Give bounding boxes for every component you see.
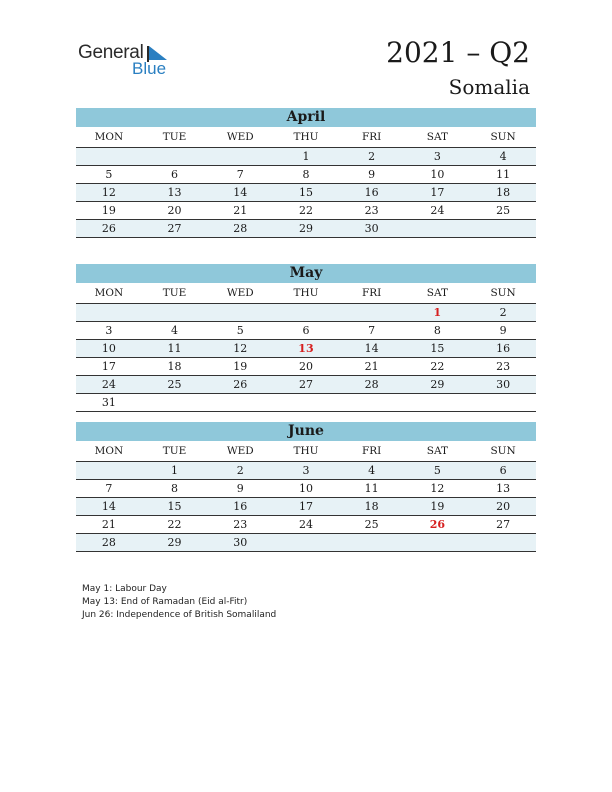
- day-cell: 12: [405, 480, 471, 498]
- day-cell: 1: [273, 148, 339, 166]
- day-cell: [470, 394, 536, 412]
- day-cell: [339, 534, 405, 552]
- day-cell: 7: [76, 480, 142, 498]
- day-cell: [76, 304, 142, 322]
- day-cell: 22: [142, 516, 208, 534]
- weekday-header: SUN: [470, 441, 536, 462]
- day-cell: 15: [142, 498, 208, 516]
- day-cell: 4: [142, 322, 208, 340]
- day-cell: 9: [470, 322, 536, 340]
- day-cell: 30: [470, 376, 536, 394]
- day-cell: 16: [207, 498, 273, 516]
- day-cell: 20: [273, 358, 339, 376]
- day-cell: [142, 304, 208, 322]
- day-cell: 2: [207, 462, 273, 480]
- day-cell: [273, 304, 339, 322]
- day-cell: 26: [405, 516, 471, 534]
- day-cell: 12: [207, 340, 273, 358]
- day-cell: 12: [76, 184, 142, 202]
- day-cell: [405, 534, 471, 552]
- day-cell: 6: [273, 322, 339, 340]
- day-cell: [470, 534, 536, 552]
- weekday-header: TUE: [142, 441, 208, 462]
- day-cell: 9: [339, 166, 405, 184]
- day-cell: 18: [470, 184, 536, 202]
- day-cell: 29: [273, 220, 339, 238]
- week-row: [76, 534, 536, 552]
- day-cell: [207, 148, 273, 166]
- month-may: [76, 264, 536, 412]
- day-cell: 30: [339, 220, 405, 238]
- day-cell: 18: [142, 358, 208, 376]
- day-cell: 16: [339, 184, 405, 202]
- day-cell: 30: [207, 534, 273, 552]
- day-cell: 21: [76, 516, 142, 534]
- day-cell: [142, 394, 208, 412]
- month-title: June: [76, 422, 536, 441]
- week-row: [76, 516, 536, 534]
- day-cell: 5: [207, 322, 273, 340]
- day-cell: 16: [470, 340, 536, 358]
- day-cell: 4: [339, 462, 405, 480]
- calendar-grid: [76, 127, 536, 238]
- week-row: [76, 480, 536, 498]
- weekday-header: MON: [76, 127, 142, 148]
- weekday-header: FRI: [339, 441, 405, 462]
- day-cell: 2: [339, 148, 405, 166]
- day-cell: 13: [142, 184, 208, 202]
- day-cell: 27: [142, 220, 208, 238]
- holiday-note: Jun 26: Independence of British Somaliland: [82, 610, 277, 620]
- day-cell: [405, 394, 471, 412]
- day-cell: 14: [76, 498, 142, 516]
- day-cell: 24: [405, 202, 471, 220]
- logo-blue-text: Blue: [132, 59, 167, 78]
- day-cell: 5: [405, 462, 471, 480]
- week-row: [76, 376, 536, 394]
- day-cell: 17: [405, 184, 471, 202]
- day-cell: 14: [207, 184, 273, 202]
- day-cell: [207, 394, 273, 412]
- page-title: 2021 – Q2: [386, 36, 530, 69]
- week-row: [76, 304, 536, 322]
- generalblue-logo: [78, 40, 188, 80]
- weekday-header: TUE: [142, 127, 208, 148]
- day-cell: 1: [405, 304, 471, 322]
- day-cell: 3: [405, 148, 471, 166]
- day-cell: 28: [339, 376, 405, 394]
- country-name: Somalia: [448, 75, 530, 99]
- day-cell: 28: [76, 534, 142, 552]
- day-cell: 13: [273, 340, 339, 358]
- day-cell: 4: [470, 148, 536, 166]
- week-row: [76, 462, 536, 480]
- weekday-header: MON: [76, 441, 142, 462]
- weekday-header: TUE: [142, 283, 208, 304]
- month-april: [76, 108, 536, 238]
- month-june: [76, 422, 536, 552]
- week-row: [76, 202, 536, 220]
- day-cell: [339, 394, 405, 412]
- week-row: [76, 148, 536, 166]
- day-cell: 14: [339, 340, 405, 358]
- week-row: [76, 322, 536, 340]
- day-cell: 25: [470, 202, 536, 220]
- day-cell: 17: [76, 358, 142, 376]
- day-cell: 19: [405, 498, 471, 516]
- day-cell: 24: [76, 376, 142, 394]
- day-cell: 31: [76, 394, 142, 412]
- week-row: [76, 220, 536, 238]
- day-cell: 6: [142, 166, 208, 184]
- weekday-header: WED: [207, 441, 273, 462]
- weekday-header: SAT: [405, 283, 471, 304]
- week-row: [76, 498, 536, 516]
- day-cell: 3: [76, 322, 142, 340]
- holiday-note: May 13: End of Ramadan (Eid al-Fitr): [82, 597, 248, 607]
- day-cell: 7: [339, 322, 405, 340]
- day-cell: 11: [470, 166, 536, 184]
- day-cell: 22: [405, 358, 471, 376]
- day-cell: 13: [470, 480, 536, 498]
- weekday-header: SAT: [405, 441, 471, 462]
- weekday-header: SAT: [405, 127, 471, 148]
- weekday-header: THU: [273, 441, 339, 462]
- day-cell: [207, 304, 273, 322]
- day-cell: [470, 220, 536, 238]
- day-cell: 8: [273, 166, 339, 184]
- day-cell: 10: [405, 166, 471, 184]
- weekday-header: THU: [273, 127, 339, 148]
- day-cell: 19: [76, 202, 142, 220]
- calendar-grid: [76, 283, 536, 412]
- day-cell: 19: [207, 358, 273, 376]
- day-cell: 11: [142, 340, 208, 358]
- day-cell: [339, 304, 405, 322]
- day-cell: 20: [470, 498, 536, 516]
- day-cell: 17: [273, 498, 339, 516]
- day-cell: 23: [470, 358, 536, 376]
- day-cell: 10: [76, 340, 142, 358]
- weekday-header: SUN: [470, 283, 536, 304]
- day-cell: [273, 394, 339, 412]
- weekday-header: MON: [76, 283, 142, 304]
- weekday-header: WED: [207, 283, 273, 304]
- logo-general-text: General: [78, 42, 144, 63]
- day-cell: 21: [207, 202, 273, 220]
- day-cell: 25: [142, 376, 208, 394]
- day-cell: 26: [207, 376, 273, 394]
- day-cell: 27: [273, 376, 339, 394]
- day-cell: 15: [273, 184, 339, 202]
- day-cell: 22: [273, 202, 339, 220]
- day-cell: 8: [405, 322, 471, 340]
- week-row: [76, 394, 536, 412]
- day-cell: 1: [142, 462, 208, 480]
- day-cell: 24: [273, 516, 339, 534]
- day-cell: 26: [76, 220, 142, 238]
- day-cell: 29: [405, 376, 471, 394]
- day-cell: 29: [142, 534, 208, 552]
- week-row: [76, 184, 536, 202]
- weekday-header: FRI: [339, 283, 405, 304]
- day-cell: 20: [142, 202, 208, 220]
- day-cell: [76, 462, 142, 480]
- holiday-note: May 1: Labour Day: [82, 584, 167, 594]
- day-cell: 21: [339, 358, 405, 376]
- day-cell: [405, 220, 471, 238]
- day-cell: 3: [273, 462, 339, 480]
- week-row: [76, 340, 536, 358]
- day-cell: 9: [207, 480, 273, 498]
- calendar-grid: [76, 441, 536, 552]
- day-cell: 23: [207, 516, 273, 534]
- week-row: [76, 358, 536, 376]
- month-title: April: [76, 108, 536, 127]
- weekday-header: SUN: [470, 127, 536, 148]
- day-cell: 18: [339, 498, 405, 516]
- day-cell: 5: [76, 166, 142, 184]
- day-cell: [273, 534, 339, 552]
- day-cell: [76, 148, 142, 166]
- week-row: [76, 166, 536, 184]
- day-cell: 27: [470, 516, 536, 534]
- day-cell: 6: [470, 462, 536, 480]
- weekday-header: FRI: [339, 127, 405, 148]
- day-cell: 11: [339, 480, 405, 498]
- day-cell: 10: [273, 480, 339, 498]
- day-cell: 2: [470, 304, 536, 322]
- day-cell: 25: [339, 516, 405, 534]
- month-title: May: [76, 264, 536, 283]
- day-cell: 15: [405, 340, 471, 358]
- day-cell: 23: [339, 202, 405, 220]
- day-cell: 8: [142, 480, 208, 498]
- day-cell: [142, 148, 208, 166]
- day-cell: 7: [207, 166, 273, 184]
- weekday-header: THU: [273, 283, 339, 304]
- day-cell: 28: [207, 220, 273, 238]
- weekday-header: WED: [207, 127, 273, 148]
- holiday-notes: [82, 583, 276, 622]
